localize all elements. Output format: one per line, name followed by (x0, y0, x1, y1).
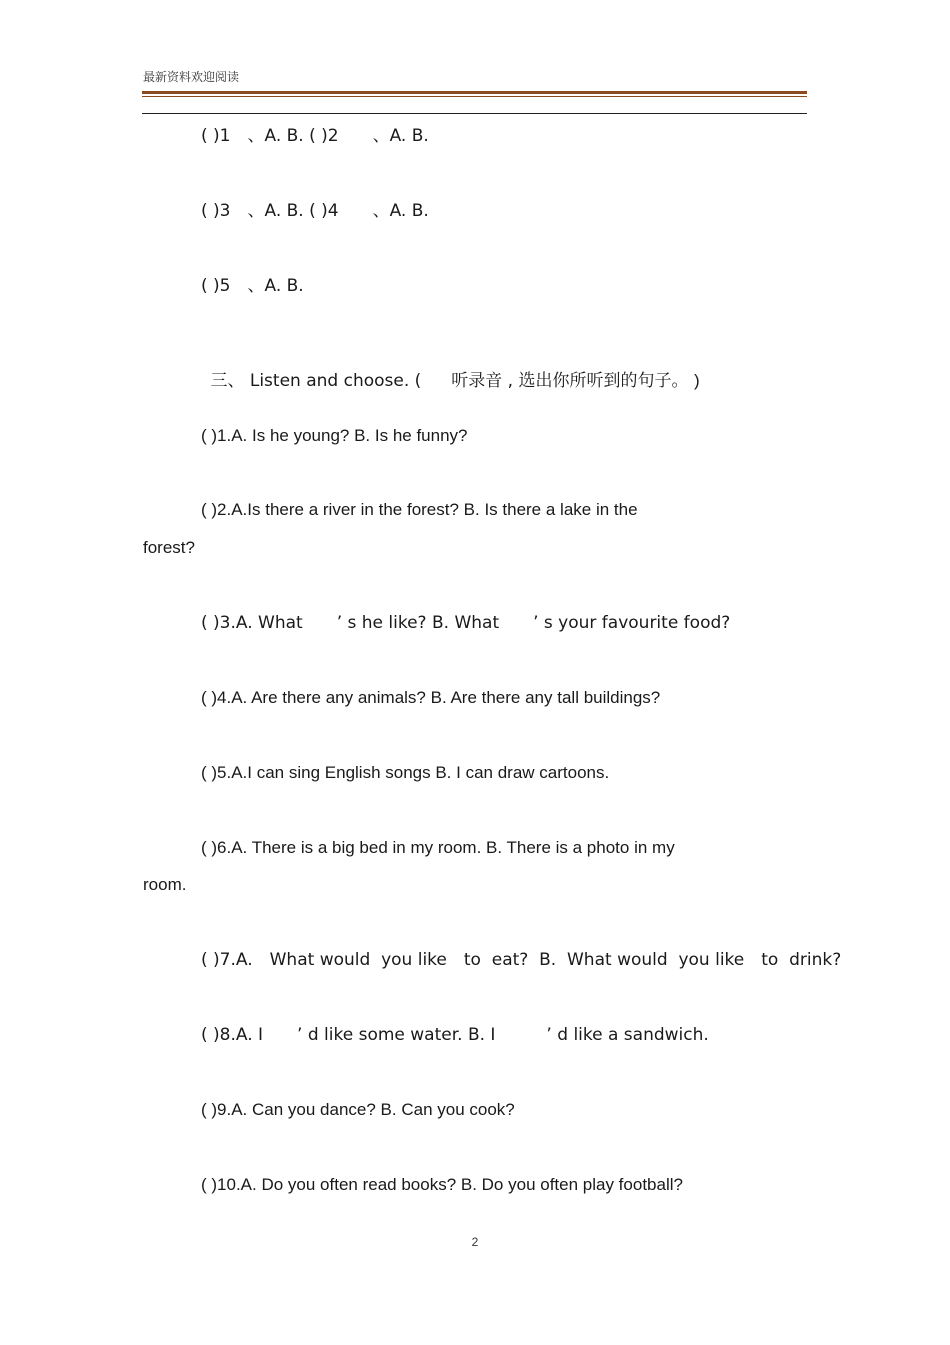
header-rule-black (142, 113, 807, 114)
header-text: 最新资料欢迎阅读 (143, 70, 240, 84)
question-9: ( )9.A. Can you dance? B. Can you cook? (201, 1100, 515, 1119)
header-rule-thick (142, 91, 807, 94)
header-rule-thin (142, 96, 807, 97)
heading-chinese: 听录音 , 选出你所听到的句子。 (451, 371, 680, 391)
question-4: ( )4.A. Are there any animals? B. Are there any tall buildings? (201, 688, 661, 707)
answer-line-2: ( )3 、A. B. ( )4 、A. B. (201, 201, 429, 221)
heading-prefix: 三、 Listen and choose. ( (210, 371, 422, 391)
question-6-continued: room. (143, 875, 187, 894)
answer-line-3: ( )5 、A. B. (201, 276, 304, 296)
question-5: ( )5.A.I can sing English songs B. I can draw cartoons. (201, 763, 610, 782)
question-10: ( )10.A. Do you often read books? B. Do you often play football? (201, 1175, 683, 1194)
question-7: ( )7.A. What would you like to eat? B. What would you like to drink? (201, 950, 842, 970)
question-8: ( )8.A. I ’ d like some water. B. I ’ d like a sandwich. (201, 1025, 709, 1045)
page-number: 2 (471, 1235, 479, 1249)
question-1: ( )1.A. Is he young? B. Is he funny? (201, 426, 468, 445)
question-3: ( )3.A. What ’ s he like? B. What ’ s your favourite food? (201, 613, 731, 633)
question-2: ( )2.A.Is there a river in the forest? B. Is there a lake in the (201, 500, 638, 519)
answer-line-1: ( )1 、A. B. ( )2 、A. B. (201, 126, 429, 146)
heading-suffix: ) (694, 371, 700, 390)
question-2-continued: forest? (143, 538, 195, 557)
question-6: ( )6.A. There is a big bed in my room. B. There is a photo in my (201, 838, 675, 857)
section-3-heading (201, 351, 700, 391)
